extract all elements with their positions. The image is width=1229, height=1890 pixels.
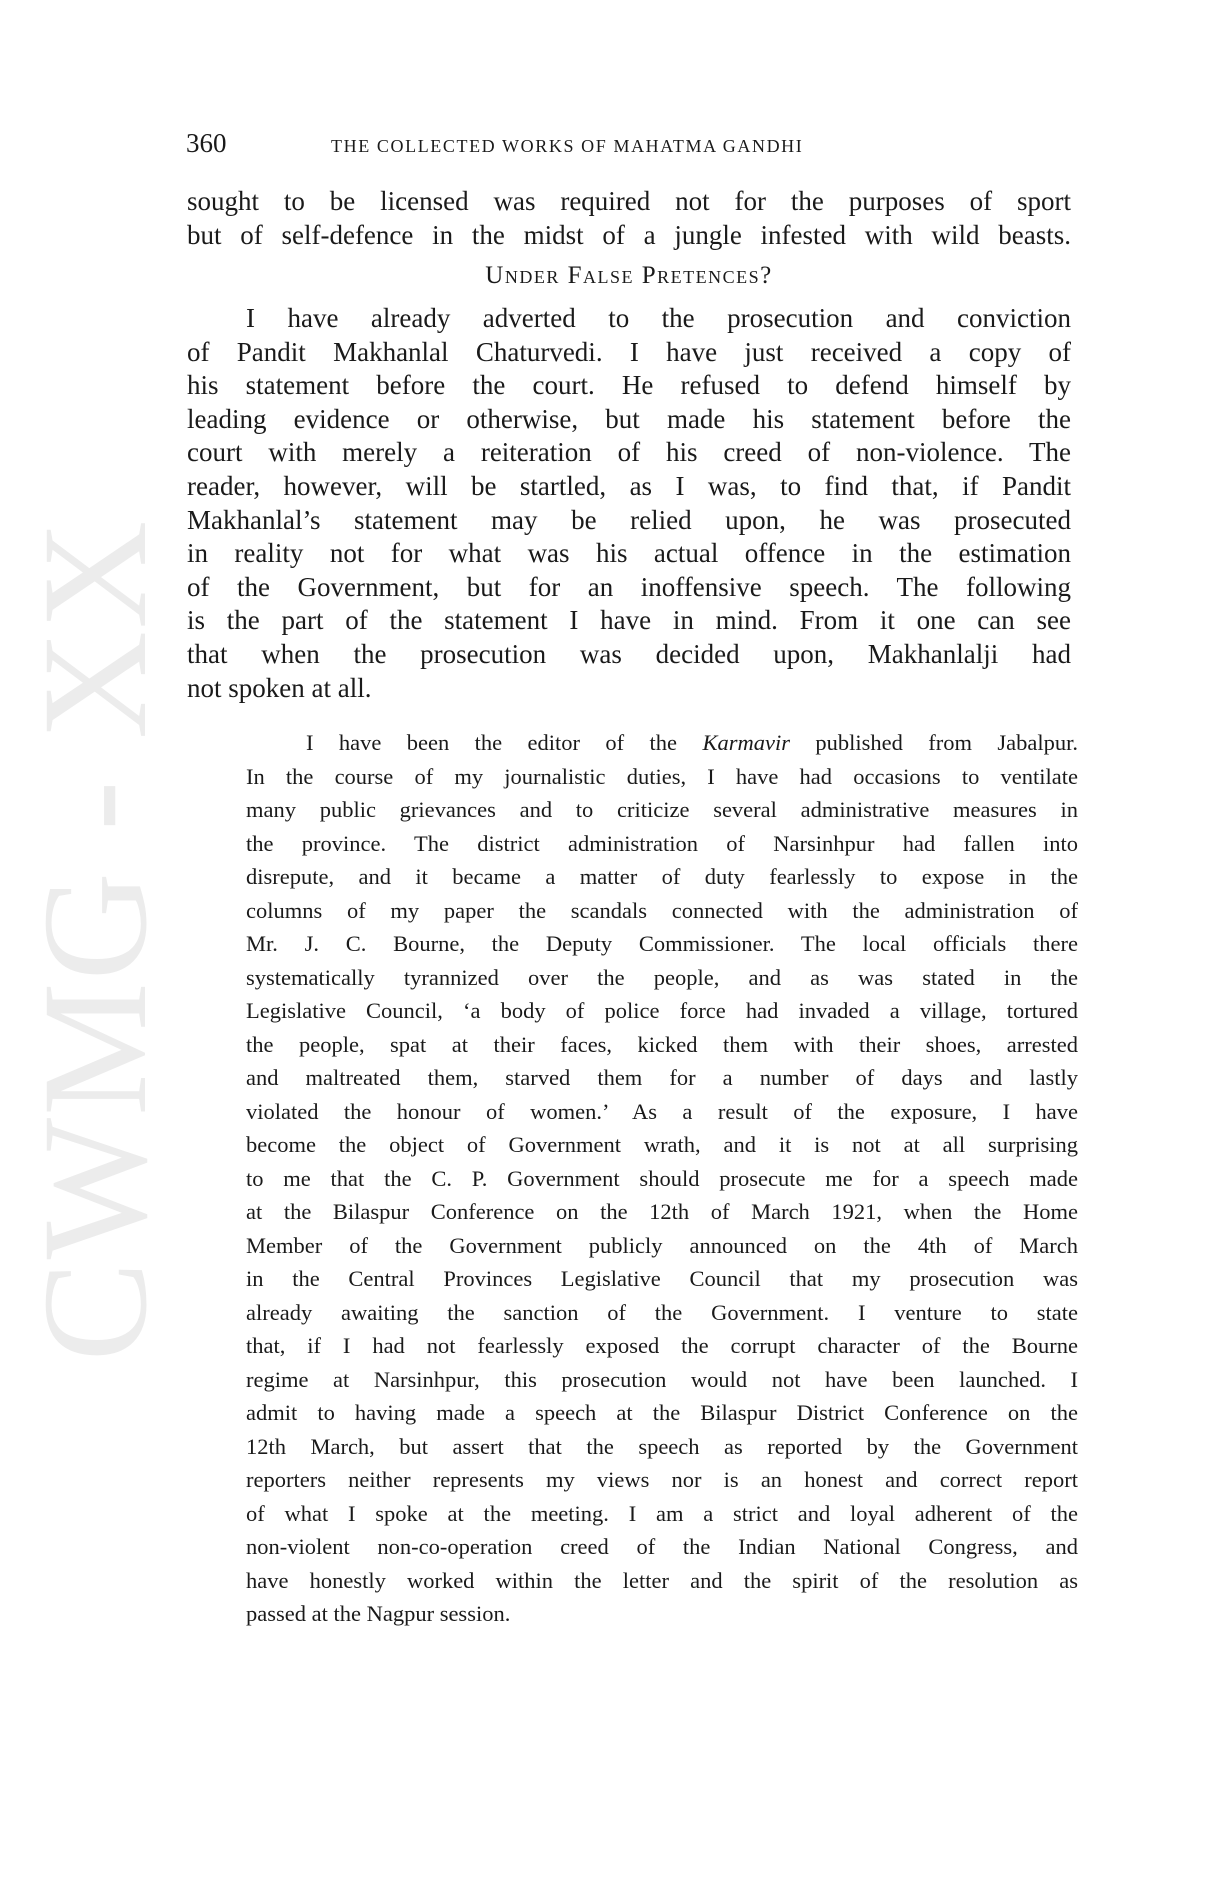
quote-line: and maltreated them, starved them for a number of days and lastly (246, 1065, 1078, 1090)
paragraph-line: reader, however, will be startled, as I was, to find that, if Pandit (187, 471, 1071, 501)
paragraph-line: his statement before the court. He refused to defend himself by (187, 370, 1071, 401)
quote-line: columns of my paper the scandals connected with the administration of (246, 897, 1078, 923)
quote-line: Member of the Government publicly announced on the 4th of March (246, 1232, 1078, 1258)
paragraph-line: of Pandit Makhanlal Chaturvedi. I have just received a copy of (187, 336, 1071, 367)
paragraph-line: in reality not for what was his actual offence in the estimation (187, 538, 1071, 569)
page-number: 360 (186, 128, 227, 158)
paragraph-line: not spoken at all. (187, 672, 372, 703)
body-line: sought to be licensed was required not for the purposes of sport (187, 186, 1071, 216)
watermark: CWMG - XX (12, 518, 178, 1362)
quote-line: already awaiting the sanction of the Government. I venture to state (246, 1299, 1078, 1325)
quote-line (306, 726, 1078, 759)
quote-line: many public grievances and to criticize several administrative measures in (246, 797, 1078, 822)
body-line: but of self-defence in the midst of a jungle infested with wild beasts. (187, 219, 1071, 250)
paragraph-line: that when the prosecution was decided upon, Makhanlalji had (187, 639, 1071, 669)
quote-line: disrepute, and it became a matter of duty fearlessly to expose in the (246, 864, 1078, 889)
quote-line: regime at Narsinhpur, this prosecution would not have been launched. I (246, 1366, 1078, 1392)
quote-line: admit to having made a speech at the Bilaspur District Conference on the (246, 1400, 1078, 1425)
quote-line: to me that the C. P. Government should prosecute me for a speech made (246, 1165, 1078, 1191)
quote-line: the people, spat at their faces, kicked them with their shoes, arrested (246, 1031, 1078, 1057)
paragraph-line: I have already adverted to the prosecution and conviction (246, 303, 1071, 333)
publication-title: Karmavir (702, 730, 790, 755)
quote-line: have honestly worked within the letter and the spirit of the resolution as (246, 1567, 1078, 1593)
paragraph-line: is the part of the statement I have in mind. From it one can see (187, 605, 1071, 636)
quote-text: I have been the editor of the (306, 730, 703, 755)
quote-line: non-violent non-co-operation creed of the Indian National Congress, and (246, 1534, 1078, 1559)
section-heading: Under False Pretences? (485, 262, 773, 289)
quote-line: 12th March, but assert that the speech as reported by the Government (246, 1433, 1078, 1459)
quote-line: of what I spoke at the meeting. I am a strict and loyal adherent of the (246, 1500, 1078, 1526)
paragraph-line: court with merely a reiteration of his creed of non-violence. The (187, 437, 1071, 468)
quote-line: Mr. J. C. Bourne, the Deputy Commissioner. The local officials there (246, 931, 1078, 956)
paragraph-line: leading evidence or otherwise, but made his statement before the (187, 403, 1071, 434)
paragraph-line: of the Government, but for an inoffensive speech. The following (187, 571, 1071, 602)
paragraph-line: Makhanlal’s statement may be relied upon, he was prosecuted (187, 504, 1071, 535)
quote-line: Legislative Council, ‘a body of police force had invaded a village, tortured (246, 998, 1078, 1023)
quote-line: violated the honour of women.’ As a result of the exposure, I have (246, 1098, 1078, 1124)
quote-line: reporters neither represents my views nor is an honest and correct report (246, 1467, 1078, 1492)
quote-line: systematically tyrannized over the people, and as was stated in the (246, 964, 1078, 990)
quote-line: become the object of Government wrath, and it is not at all surprising (246, 1132, 1078, 1157)
quote-line: at the Bilaspur Conference on the 12th of March 1921, when the Home (246, 1199, 1078, 1224)
quote-line: that, if I had not fearlessly exposed the corrupt character of the Bourne (246, 1333, 1078, 1358)
quote-line: In the course of my journalistic duties, I have had occasions to ventilate (246, 763, 1078, 789)
quote-line: the province. The district administration of Narsinhpur had fallen into (246, 830, 1078, 856)
quote-text: published from Jabalpur. (789, 730, 1079, 755)
quote-line: passed at the Nagpur session. (246, 1601, 511, 1626)
quote-line: in the Central Provinces Legislative Council that my prosecution was (246, 1266, 1078, 1291)
running-head: THE COLLECTED WORKS OF MAHATMA GANDHI (331, 136, 804, 156)
